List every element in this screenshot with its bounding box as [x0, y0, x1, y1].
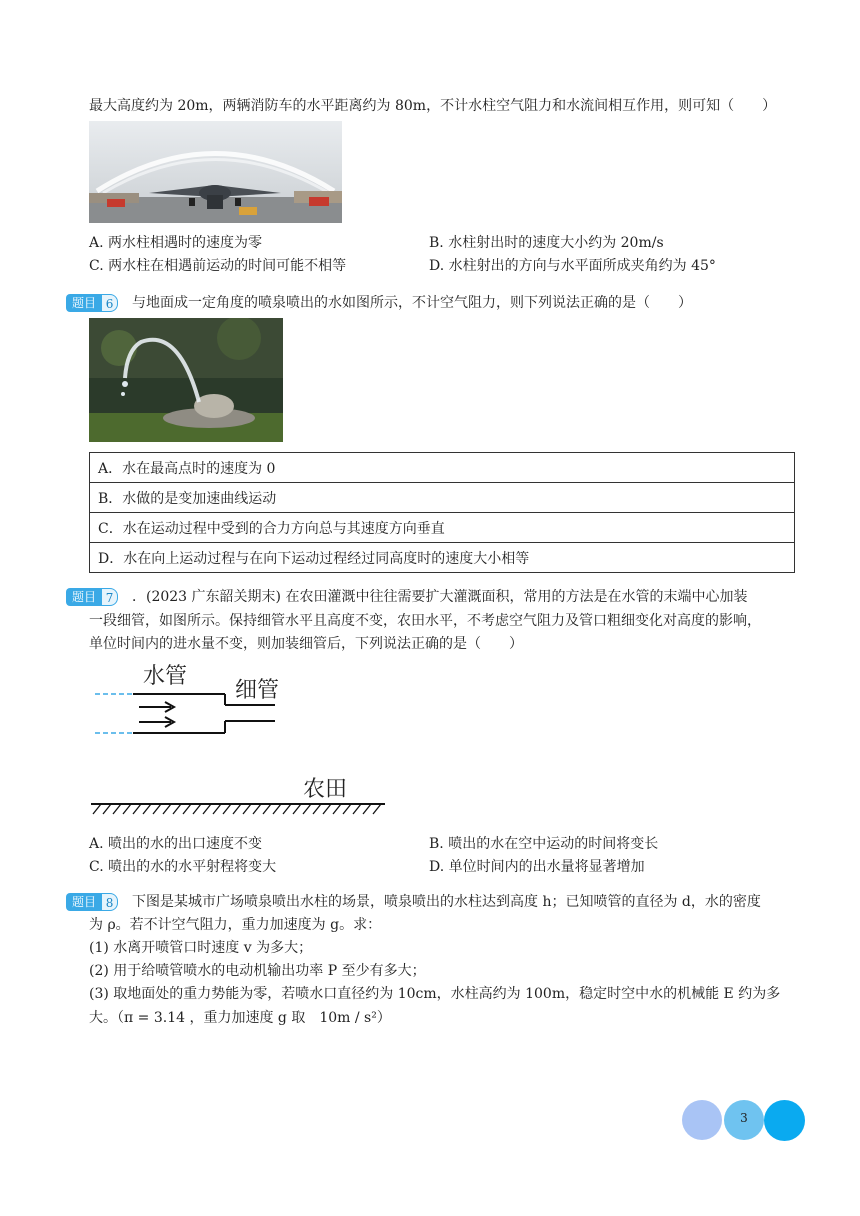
q7-stem-line2: 一段细管，如图所示。保持细管水平且高度不变，农田水平，不考虑空气阻力及管口粗细变化对高度的影响， [89, 613, 761, 629]
q6-option-b: B．水做的是变加速曲线运动 [90, 483, 795, 513]
q7-stem-line1: ．(2023 广东韶关期末) 在农田灌溉中往往需要扩大灌溉面积，常用的方法是在水管的末端中心加装 [132, 589, 748, 605]
q6-option-d: D．水在向上运动过程与在向下运动过程经过同高度时的速度大小相等 [90, 543, 795, 573]
question-number: 7 [102, 588, 118, 606]
q5-option-d: D. 水柱射出的方向与水平面所成夹角约为 45° [429, 258, 716, 274]
q7-option-c: C. 喷出的水的水平射程将变大 [89, 859, 277, 875]
question-tag-label: 题目 [66, 294, 102, 312]
label-water-pipe: 水管 [143, 664, 188, 689]
q7-option-b: B. 喷出的水在空中运动的时间将变长 [429, 836, 659, 852]
q6-stem: 与地面成一定角度的喷泉喷出的水如图所示，不计空气阻力，则下列说法正确的是（ ） [132, 295, 692, 311]
q5-option-c: C. 两水柱在相遇前运动的时间可能不相等 [89, 258, 347, 274]
q6-option-c: C．水在运动过程中受到的合力方向总与其速度方向垂直 [90, 513, 795, 543]
q8-stem-line2: 为 ρ。若不计空气阻力，重力加速度为 g。求： [89, 917, 382, 933]
label-thin-pipe: 细管 [235, 678, 280, 703]
q8-sub-question-3-cont: 大。（π = 3.14 ，重力加速度 g 取 10m / s²） [89, 1010, 391, 1026]
question-number: 6 [102, 294, 118, 312]
page-number: 3 [740, 1111, 748, 1125]
decor-circle-left [682, 1100, 722, 1140]
question-tag-8 [66, 893, 118, 911]
airplane-water-salute-photo [89, 121, 342, 223]
decor-circle-right [764, 1100, 805, 1141]
q7-option-d: D. 单位时间内的出水量将显著增加 [429, 859, 645, 875]
question-tag-label: 题目 [66, 588, 102, 606]
q7-stem-line3: 单位时间内的进水量不变，则加装细管后，下列说法正确的是（ ） [89, 636, 523, 652]
question-number: 8 [102, 893, 118, 911]
fountain-photo [89, 318, 283, 442]
label-farmland: 农田 [303, 777, 348, 802]
q6-option-a: A．水在最高点时的速度为 0 [90, 453, 795, 483]
q8-stem-line1: 下图是某城市广场喷泉喷出水柱的场景，喷泉喷出的水柱达到高度 h；已知喷管的直径为 d，水的密度 [132, 894, 761, 910]
q8-sub-question-3: (3) 取地面处的重力势能为零，若喷水口直径约为 10cm，水柱高约为 100m，稳定时空中水的机械能 E 约为多 [89, 986, 781, 1002]
q7-option-a: A. 喷出的水的出口速度不变 [89, 836, 263, 852]
question-tag-7 [66, 588, 118, 606]
q5-option-a: A. 两水柱相遇时的速度为零 [89, 235, 263, 251]
question-tag-label: 题目 [66, 893, 102, 911]
q8-sub-question-1: (1) 水离开喷管口时速度 v 为多大； [89, 940, 313, 956]
q5-intro: 最大高度约为 20m，两辆消防车的水平距离约为 80m，不计水柱空气阻力和水流间相互作用，则可知（ ） [89, 98, 777, 114]
q5-option-b: B. 水柱射出时的速度大小约为 20m/s [429, 235, 664, 251]
q8-sub-question-2: (2) 用于给喷管喷水的电动机输出功率 P 至少有多大； [89, 963, 426, 979]
irrigation-pipe-diagram [89, 655, 389, 820]
q6-options-table [89, 452, 795, 573]
question-tag-6 [66, 294, 118, 312]
